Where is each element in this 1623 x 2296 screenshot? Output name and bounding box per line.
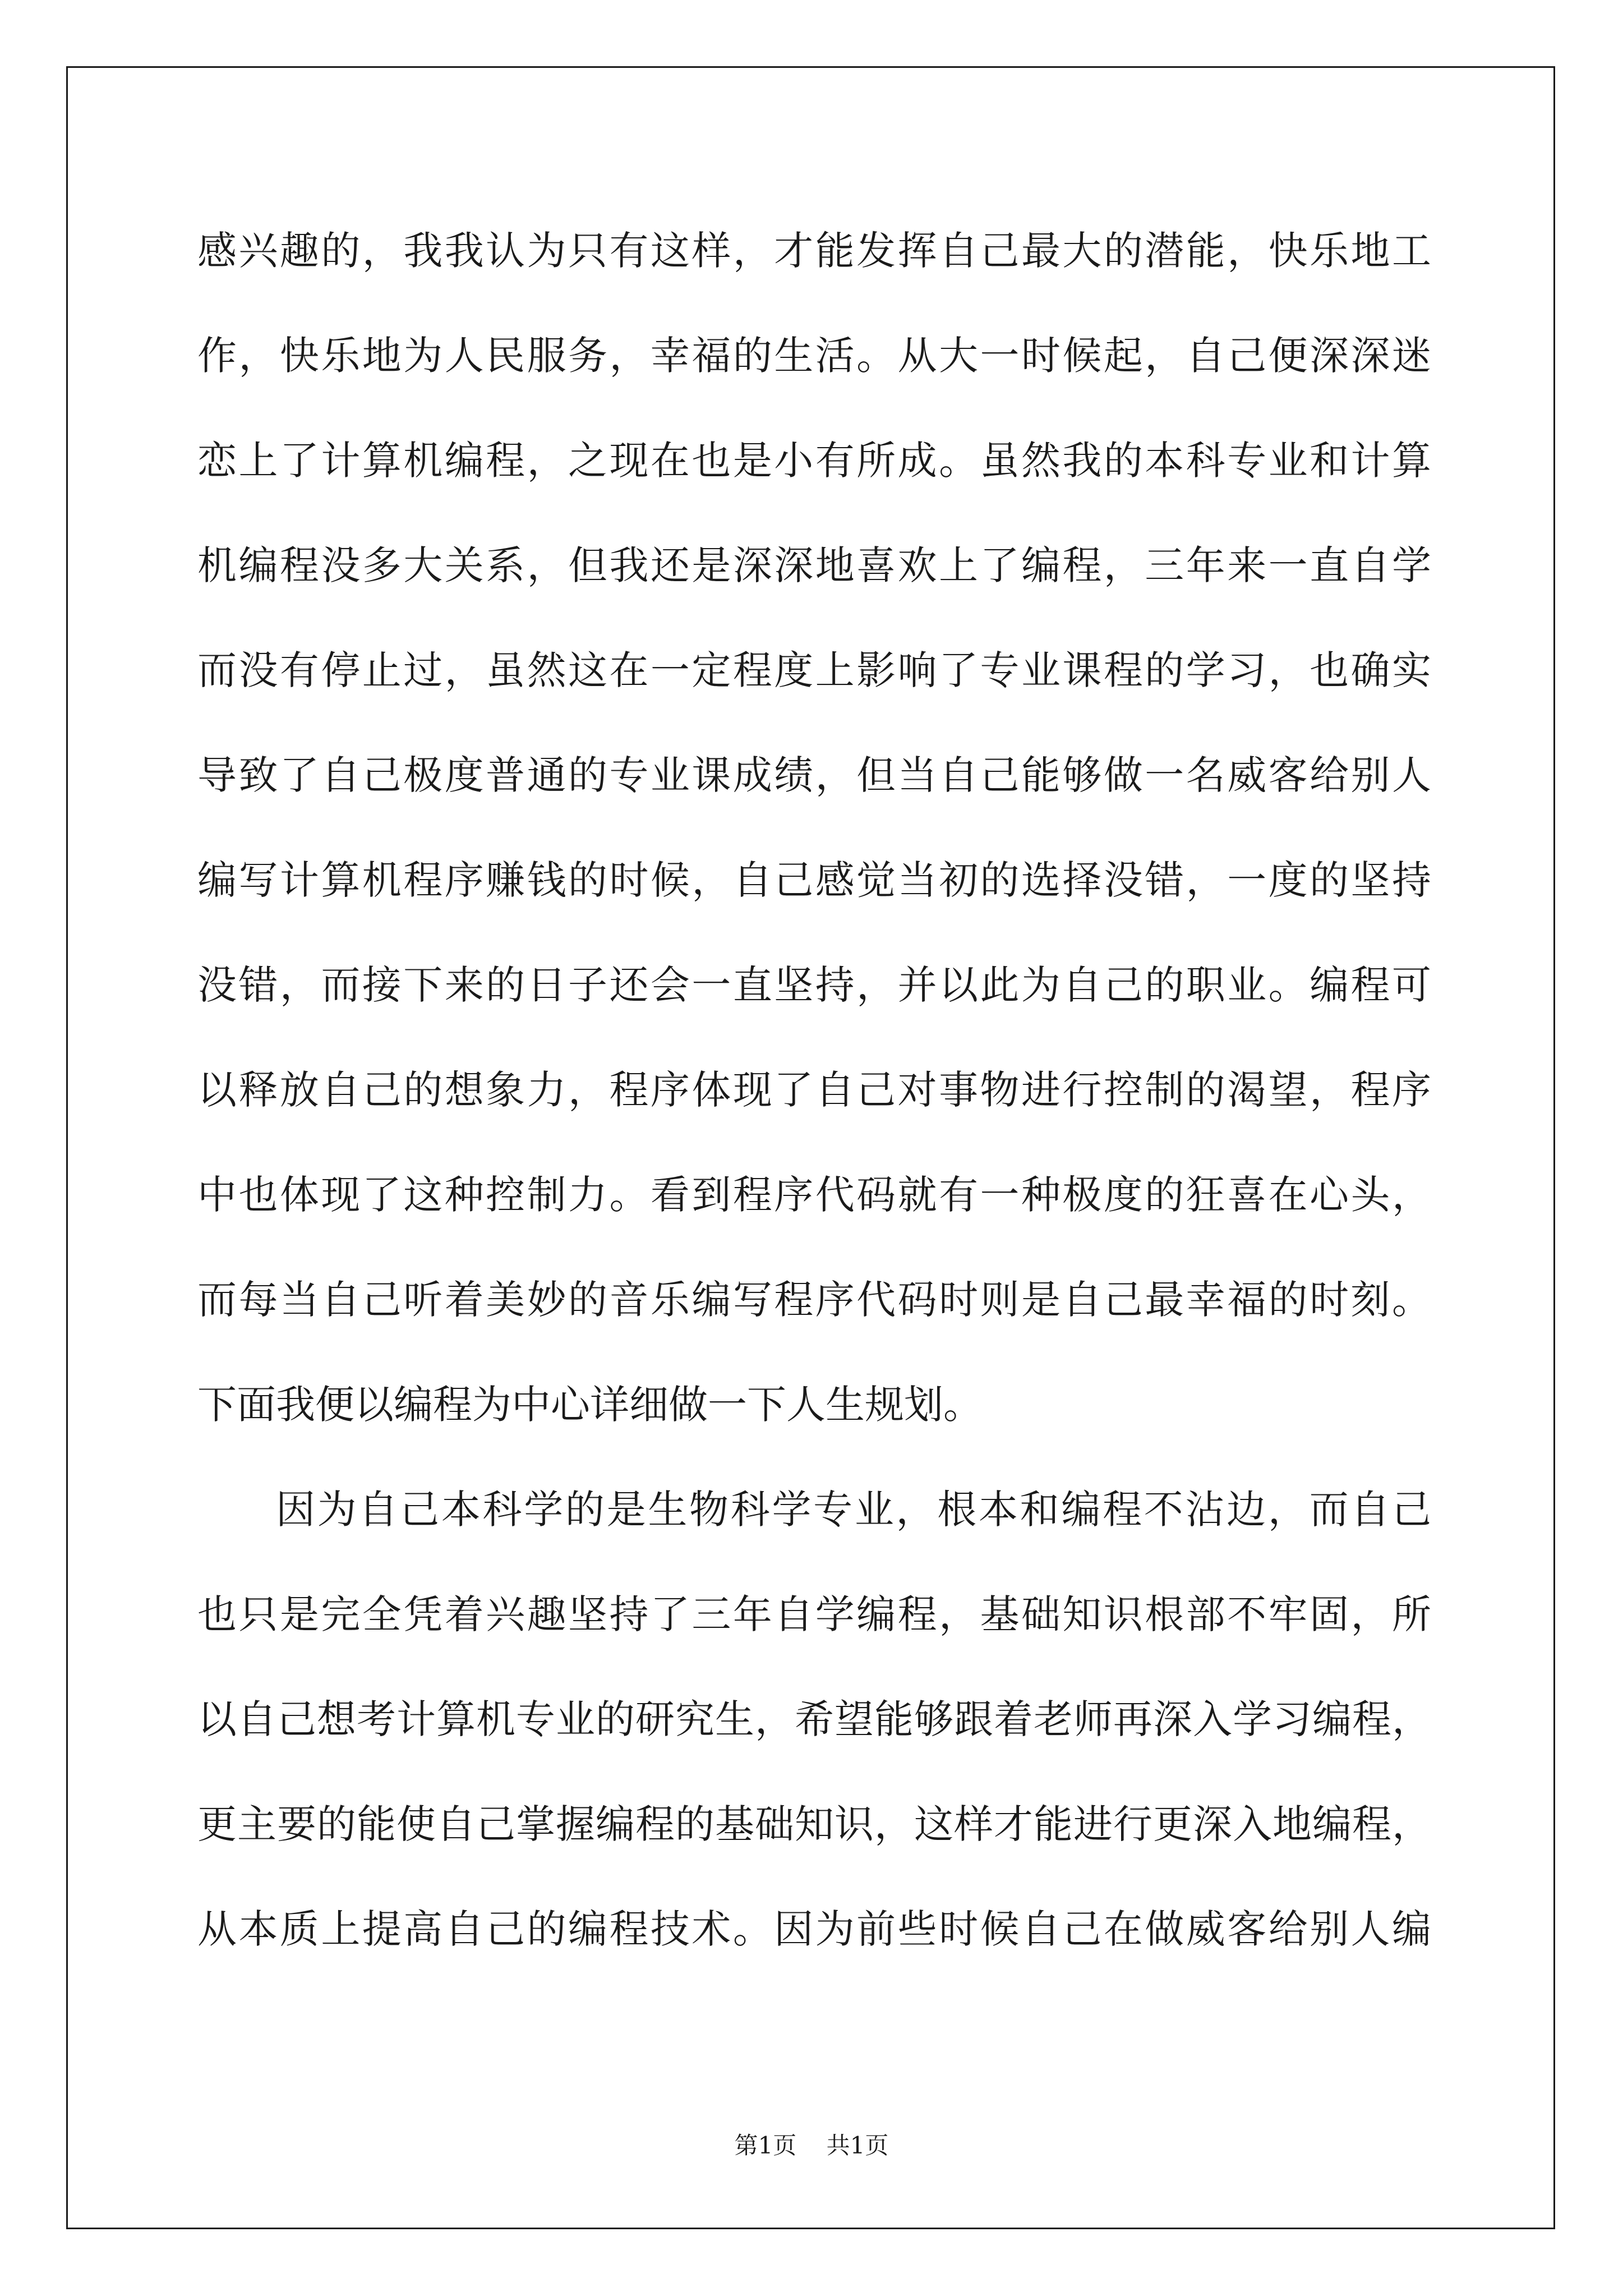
text-line: 下面我便以编程为中心详细做一下人生规划。: [197, 1382, 983, 1428]
text-line: 更主要的能使自己掌握编程的基础知识，这样才能进行更深入地编程，: [197, 1801, 1431, 1847]
text-line: 机编程没多大关系，但我还是深深地喜欢上了编程，三年来一直自学: [197, 542, 1431, 588]
page-number: 第1页: [734, 2132, 797, 2159]
paragraph-start-line: 因为自己本科学的是生物科学专业，根本和编程不沾边，而自己: [276, 1487, 1431, 1533]
text-line: 也只是完全凭着兴趣坚持了三年自学编程，基础知识根部不牢固，所: [197, 1591, 1431, 1637]
document-body: [197, 199, 1431, 1982]
text-line: 从本质上提高自己的编程技术。因为前些时候自己在做威客给别人编: [197, 1906, 1431, 1952]
text-line: 作，快乐地为人民服务，幸福的生活。从大一时候起，自己便深深迷: [197, 333, 1431, 379]
text-line: 感兴趣的，我我认为只有这样，才能发挥自己最大的潜能，快乐地工: [197, 228, 1431, 274]
text-line: 中也体现了这种控制力。看到程序代码就有一种极度的狂喜在心头，: [197, 1172, 1431, 1218]
page-total: 共1页: [826, 2132, 889, 2159]
text-line: 以释放自己的想象力，程序体现了自己对事物进行控制的渴望，程序: [197, 1067, 1431, 1113]
text-line: 恋上了计算机编程，之现在也是小有所成。虽然我的本科专业和计算: [197, 438, 1431, 484]
page-footer: [0, 2127, 1623, 2161]
text-line: 编写计算机程序赚钱的时候，自己感觉当初的选择没错，一度的坚持: [197, 857, 1431, 903]
text-line: 而没有停止过，虽然这在一定程度上影响了专业课程的学习，也确实: [197, 647, 1431, 693]
text-line: 没错，而接下来的日子还会一直坚持，并以此为自己的职业。编程可: [197, 962, 1431, 1008]
text-line: 而每当自己听着美妙的音乐编写程序代码时则是自己最幸福的时刻。: [197, 1277, 1431, 1323]
text-line: 导致了自己极度普通的专业课成绩，但当自己能够做一名威客给别人: [197, 752, 1431, 798]
text-line: 以自己想考计算机专业的研究生，希望能够跟着老师再深入学习编程，: [197, 1696, 1431, 1742]
